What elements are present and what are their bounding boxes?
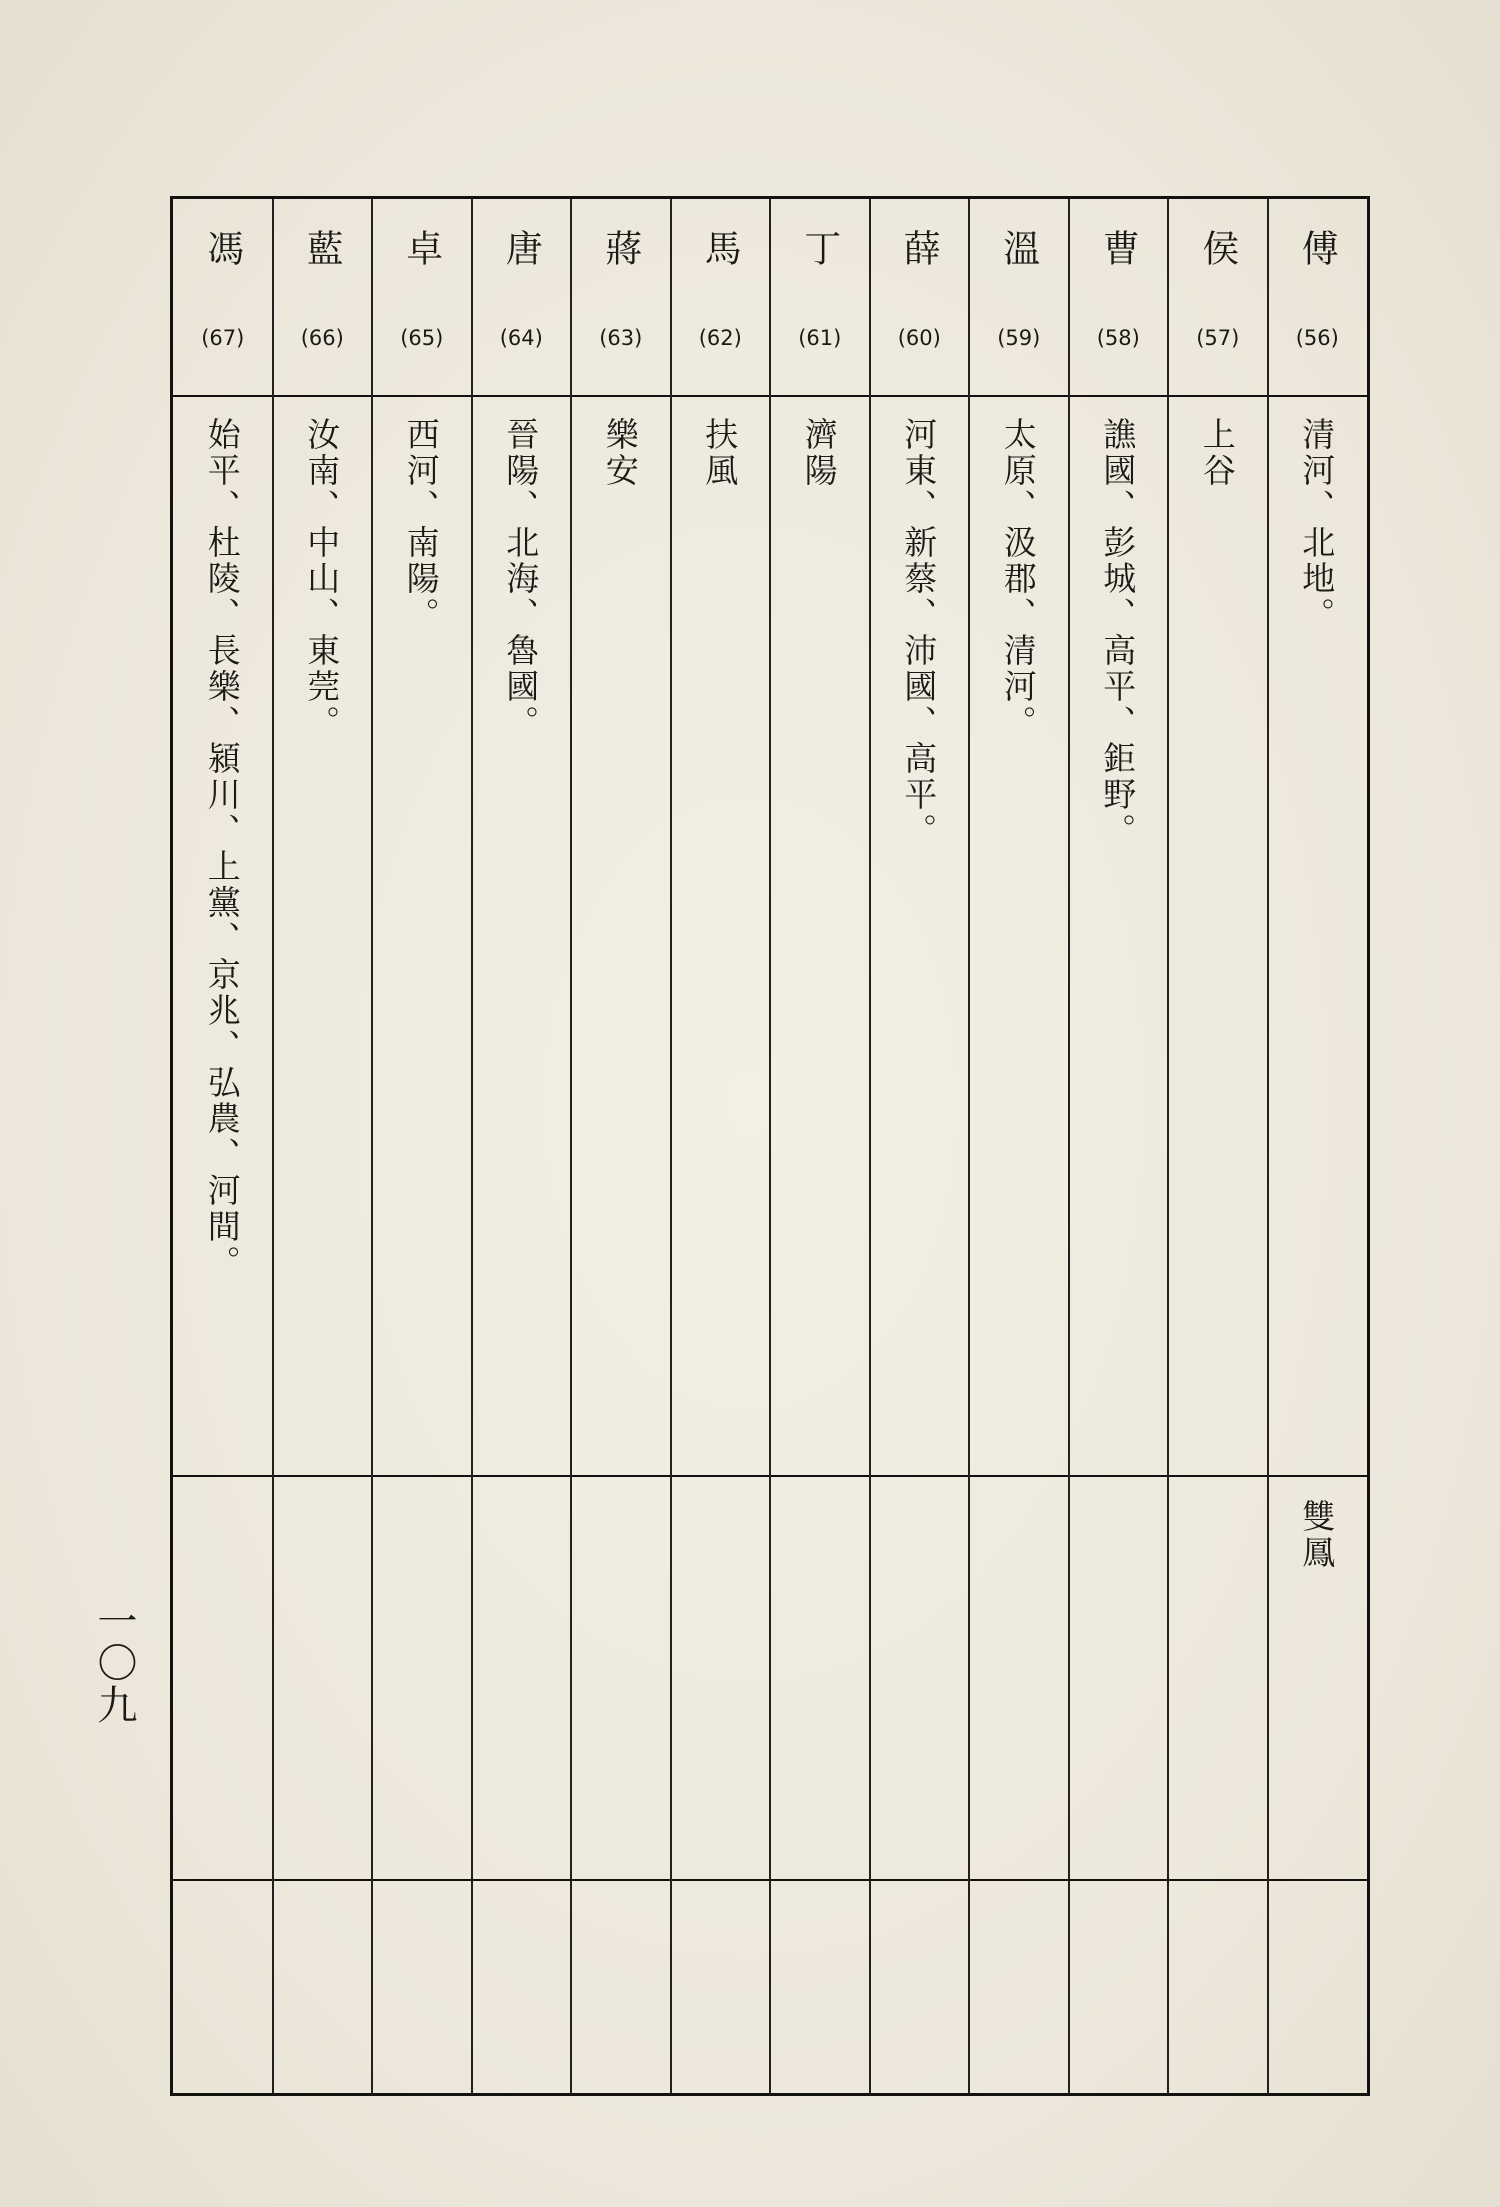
- place-list: 上谷: [1197, 417, 1237, 489]
- entry-number: (59): [997, 326, 1041, 350]
- surname-column: [870, 199, 970, 2093]
- surname-column: [770, 199, 870, 2093]
- place-list: 扶風: [700, 417, 740, 489]
- entry-number: (64): [499, 326, 543, 350]
- page-number: 一〇九: [91, 1600, 137, 1726]
- surname-label: 馬: [698, 229, 742, 266]
- place-list: 晉陽、北海、魯國。: [501, 417, 541, 741]
- surname-label: 唐: [499, 229, 543, 266]
- surname-column: [969, 199, 1069, 2093]
- surname-label: 傅: [1295, 229, 1339, 266]
- surname-label: 藍: [300, 229, 344, 266]
- entry-number: (62): [698, 326, 742, 350]
- surname-label: 卓: [399, 229, 443, 266]
- surname-label: 馮: [200, 229, 244, 266]
- surname-column: [1069, 199, 1169, 2093]
- entry-number: (66): [300, 326, 344, 350]
- surname-label: 薛: [897, 229, 941, 266]
- place-list: 始平、杜陵、長樂、潁川、上黨、京兆、弘農、河間。: [202, 417, 242, 1281]
- entry-number: (61): [798, 326, 842, 350]
- entry-number: (63): [599, 326, 643, 350]
- entry-number: (57): [1196, 326, 1240, 350]
- entry-number: (56): [1295, 326, 1339, 350]
- surname-label: 溫: [996, 229, 1040, 266]
- entry-number: (58): [1096, 326, 1140, 350]
- place-list: 汝南、中山、東莞。: [302, 417, 342, 741]
- surname-column: [571, 199, 671, 2093]
- entry-number: (60): [897, 326, 941, 350]
- place-list: 譙國、彭城、高平、鉅野。: [1098, 417, 1138, 849]
- place-list: 濟陽: [799, 417, 839, 489]
- surname-column: [1268, 199, 1368, 2093]
- surname-column: [372, 199, 472, 2093]
- place-list: 太原、汲郡、清河。: [998, 417, 1038, 741]
- place-list: 河東、新蔡、沛國、高平。: [899, 417, 939, 849]
- surname-table: [170, 196, 1370, 2096]
- surname-label: 蔣: [598, 229, 642, 266]
- surname-column: [472, 199, 572, 2093]
- surname-label: 丁: [797, 229, 841, 266]
- place-list: 清河、北地。: [1297, 417, 1337, 633]
- place-list: 西河、南陽。: [401, 417, 441, 633]
- surname-label: 曹: [1096, 229, 1140, 266]
- surname-column: [273, 199, 373, 2093]
- entry-number: (65): [400, 326, 444, 350]
- surname-column: [173, 199, 273, 2093]
- surname-column: [671, 199, 771, 2093]
- surname-column: [1168, 199, 1268, 2093]
- note-text: 雙鳳: [1297, 1499, 1337, 1571]
- entry-number: (67): [201, 326, 245, 350]
- place-list: 樂安: [600, 417, 640, 489]
- surname-label: 侯: [1195, 229, 1239, 266]
